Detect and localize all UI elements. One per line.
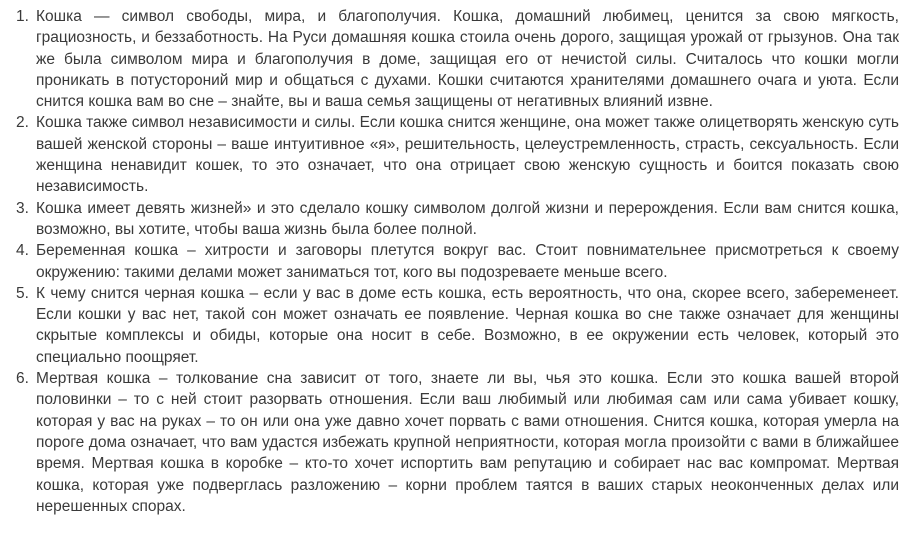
item-text: Мертвая кошка – толкование сна зависит от того, знаете ли вы, чья это кошка. Если это кошка вашей второй половинки – то с ней стоит разорвать отношения. Если ваш любимый или любимая сам или сама убивает кошку, которая у вас на руках – то он или она уже давно хочет порвать с вами отношения. Снится кошка, которая умерла на пороге дома означает, что вам удастся избежать крупной неприятности, которая могла произойти с вами в ближайшее время. Мертвая кошка в коробке – кто-то хочет испортить вам репутацию и собирает нас вас компромат. Мертвая кошка, которая уже подверглась разложению – корни проблем таятся в ваших старых неоконченных делах или нерешенных спорах. xyxy=(36,370,899,515)
item-text: К чему снится черная кошка – если у вас в доме есть кошка, есть вероятность, что она, скорее всего, забеременеет. Если кошки у вас нет, такой сон может означать ее появление. Черная кошка во сне также означает для женщины скрытые комплексы и обиды, которые она носит в себе. Возможно, в ее окружении есть человек, который это специально поощряет. xyxy=(36,284,899,366)
list-item xyxy=(16,6,899,112)
item-text: Беременная кошка – хитрости и заговоры плетутся вокруг вас. Стоит повнимательнее присмотреться к своему окружению: такими делами может заниматься тот, кого вы подозреваете меньше всего. xyxy=(36,242,899,281)
item-number: 3. xyxy=(16,199,29,217)
list-item xyxy=(16,368,899,517)
list-item xyxy=(16,112,899,197)
item-text: Кошка также символ независимости и силы. Если кошка снится женщине, она может также олицетворять женскую суть вашей женской стороны – ваше интуитивное «я», решительность, целеустремленность, страсть, сексуальность. Если женщина ненавидит кошек, то это означает, что она отрицает свою женскую сущность и боится показать свою независимость. xyxy=(36,114,899,196)
numbered-list xyxy=(0,6,899,517)
list-item xyxy=(16,283,899,368)
item-number: 4. xyxy=(16,242,29,260)
item-text: Кошка — символ свободы, мира, и благополучия. Кошка, домашний любимец, ценится за свою мягкость, грациозность, и беззаботность. На Руси домашняя кошка стоила очень дорого, защищая урожай от грызунов. Она так же была символом мира и благополучия в доме, защищая его от нечистой силы. Считалось что кошки могли проникать в потустороний мир и общаться с духами. Кошки считаются хранителями домашнего очага и уюта. Если снится кошка вам во сне – знайте, вы и ваша семья защищены от негативных влияний извне. xyxy=(36,8,899,111)
item-number: 5. xyxy=(16,284,29,302)
list-item xyxy=(16,240,899,283)
item-number: 1. xyxy=(16,8,29,25)
item-number: 6. xyxy=(16,370,29,388)
item-number: 2. xyxy=(16,114,29,132)
item-text: Кошка имеет девять жизней» и это сделало кошку символом долгой жизни и перерождения. Если вам снится кошка, возможно, вы хотите, чтобы ваша жизнь была более полной. xyxy=(36,199,899,238)
list-item xyxy=(16,198,899,241)
